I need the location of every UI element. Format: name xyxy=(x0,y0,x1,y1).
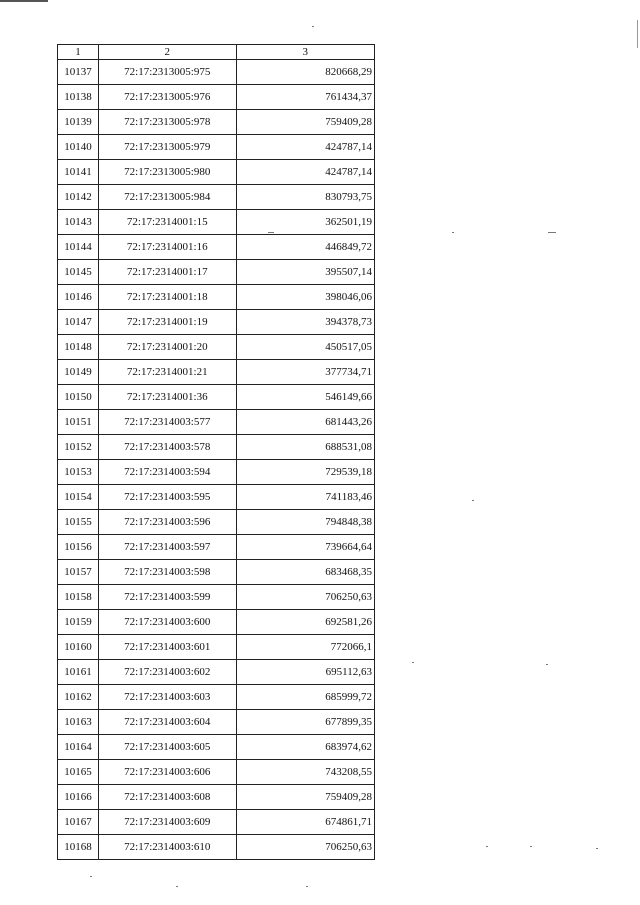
table-row xyxy=(58,435,375,460)
table-row xyxy=(58,810,375,835)
cadastral-number-cell: 72:17:2313005:980 xyxy=(98,160,236,185)
table-row xyxy=(58,410,375,435)
table-row xyxy=(58,185,375,210)
value-cell: 424787,14 xyxy=(236,135,374,160)
scan-speck xyxy=(486,846,488,847)
scan-speck xyxy=(176,886,178,887)
row-number-cell: 10154 xyxy=(58,485,99,510)
table-row xyxy=(58,460,375,485)
cadastral-number-cell: 72:17:2313005:976 xyxy=(98,85,236,110)
cadastral-number-cell: 72:17:2314003:604 xyxy=(98,710,236,735)
cadastral-number-cell: 72:17:2314001:36 xyxy=(98,385,236,410)
table-row xyxy=(58,510,375,535)
value-cell: 706250,63 xyxy=(236,585,374,610)
table-row xyxy=(58,710,375,735)
table-row xyxy=(58,835,375,860)
value-cell: 450517,05 xyxy=(236,335,374,360)
value-cell: 761434,37 xyxy=(236,85,374,110)
table-row xyxy=(58,60,375,85)
table-row xyxy=(58,560,375,585)
cadastral-number-cell: 72:17:2314003:609 xyxy=(98,810,236,835)
value-cell: 820668,29 xyxy=(236,60,374,85)
table-row xyxy=(58,635,375,660)
row-number-cell: 10168 xyxy=(58,835,99,860)
cadastral-number-cell: 72:17:2314003:595 xyxy=(98,485,236,510)
row-number-cell: 10161 xyxy=(58,660,99,685)
cadastral-number-cell: 72:17:2314001:20 xyxy=(98,335,236,360)
scan-speck xyxy=(546,664,548,665)
table-row xyxy=(58,535,375,560)
row-number-cell: 10139 xyxy=(58,110,99,135)
cadastral-number-cell: 72:17:2314003:596 xyxy=(98,510,236,535)
cadastral-number-cell: 72:17:2314001:18 xyxy=(98,285,236,310)
scan-speck xyxy=(90,876,92,877)
scan-speck xyxy=(596,848,598,849)
table-row xyxy=(58,285,375,310)
table-row xyxy=(58,310,375,335)
row-number-cell: 10140 xyxy=(58,135,99,160)
cadastral-number-cell: 72:17:2314003:603 xyxy=(98,685,236,710)
cadastral-number-cell: 72:17:2314003:602 xyxy=(98,660,236,685)
table-row xyxy=(58,85,375,110)
cadastral-number-cell: 72:17:2314003:605 xyxy=(98,735,236,760)
column-header-3: 3 xyxy=(236,45,374,60)
table-row xyxy=(58,610,375,635)
column-header-2: 2 xyxy=(98,45,236,60)
row-number-cell: 10167 xyxy=(58,810,99,835)
cadastral-number-cell: 72:17:2314003:598 xyxy=(98,560,236,585)
table-row xyxy=(58,385,375,410)
row-number-cell: 10163 xyxy=(58,710,99,735)
table-row xyxy=(58,210,375,235)
row-number-cell: 10149 xyxy=(58,360,99,385)
row-number-cell: 10147 xyxy=(58,310,99,335)
cadastral-number-cell: 72:17:2313005:978 xyxy=(98,110,236,135)
table-row xyxy=(58,260,375,285)
value-cell: 395507,14 xyxy=(236,260,374,285)
cadastral-number-cell: 72:17:2314003:594 xyxy=(98,460,236,485)
table-row xyxy=(58,785,375,810)
value-cell: 681443,26 xyxy=(236,410,374,435)
value-cell: 688531,08 xyxy=(236,435,374,460)
cadastral-number-cell: 72:17:2314001:16 xyxy=(98,235,236,260)
value-cell: 772066,1 xyxy=(236,635,374,660)
cadastral-number-cell: 72:17:2314003:610 xyxy=(98,835,236,860)
table-row xyxy=(58,760,375,785)
value-cell: 394378,73 xyxy=(236,310,374,335)
scan-speck xyxy=(530,846,532,847)
row-number-cell: 10158 xyxy=(58,585,99,610)
table-row xyxy=(58,160,375,185)
value-cell: 377734,71 xyxy=(236,360,374,385)
scan-speck xyxy=(548,232,556,233)
row-number-cell: 10145 xyxy=(58,260,99,285)
row-number-cell: 10143 xyxy=(58,210,99,235)
value-cell: 674861,71 xyxy=(236,810,374,835)
value-cell: 741183,46 xyxy=(236,485,374,510)
table-row xyxy=(58,135,375,160)
value-cell: 677899,35 xyxy=(236,710,374,735)
value-cell: 362501,19 xyxy=(236,210,374,235)
cadastral-number-cell: 72:17:2314003:578 xyxy=(98,435,236,460)
value-cell: 743208,55 xyxy=(236,760,374,785)
value-cell: 683974,62 xyxy=(236,735,374,760)
value-cell: 830793,75 xyxy=(236,185,374,210)
value-cell: 683468,35 xyxy=(236,560,374,585)
row-number-cell: 10159 xyxy=(58,610,99,635)
value-cell: 692581,26 xyxy=(236,610,374,635)
row-number-cell: 10152 xyxy=(58,435,99,460)
row-number-cell: 10164 xyxy=(58,735,99,760)
cadastral-number-cell: 72:17:2313005:979 xyxy=(98,135,236,160)
cadastral-number-cell: 72:17:2314003:606 xyxy=(98,760,236,785)
row-number-cell: 10146 xyxy=(58,285,99,310)
row-number-cell: 10138 xyxy=(58,85,99,110)
value-cell: 546149,66 xyxy=(236,385,374,410)
row-number-cell: 10141 xyxy=(58,160,99,185)
table-row xyxy=(58,110,375,135)
value-cell: 794848,38 xyxy=(236,510,374,535)
value-cell: 695112,63 xyxy=(236,660,374,685)
table-row xyxy=(58,335,375,360)
row-number-cell: 10155 xyxy=(58,510,99,535)
cadastral-number-cell: 72:17:2314003:599 xyxy=(98,585,236,610)
registry-table xyxy=(57,44,375,860)
cadastral-number-cell: 72:17:2314001:15 xyxy=(98,210,236,235)
row-number-cell: 10137 xyxy=(58,60,99,85)
table-row xyxy=(58,585,375,610)
row-number-cell: 10153 xyxy=(58,460,99,485)
table-row xyxy=(58,485,375,510)
row-number-cell: 10162 xyxy=(58,685,99,710)
row-number-cell: 10166 xyxy=(58,785,99,810)
value-cell: 759409,28 xyxy=(236,110,374,135)
scan-edge-mark xyxy=(0,0,48,2)
column-header-1: 1 xyxy=(58,45,99,60)
cadastral-number-cell: 72:17:2314003:608 xyxy=(98,785,236,810)
scan-speck xyxy=(412,662,414,663)
cadastral-number-cell: 72:17:2313005:975 xyxy=(98,60,236,85)
table-row xyxy=(58,660,375,685)
cadastral-number-cell: 72:17:2314001:17 xyxy=(98,260,236,285)
cadastral-number-cell: 72:17:2314001:21 xyxy=(98,360,236,385)
row-number-cell: 10157 xyxy=(58,560,99,585)
cadastral-number-cell: 72:17:2314001:19 xyxy=(98,310,236,335)
row-number-cell: 10142 xyxy=(58,185,99,210)
value-cell: 706250,63 xyxy=(236,835,374,860)
value-cell: 729539,18 xyxy=(236,460,374,485)
value-cell: 424787,14 xyxy=(236,160,374,185)
cadastral-number-cell: 72:17:2313005:984 xyxy=(98,185,236,210)
row-number-cell: 10160 xyxy=(58,635,99,660)
table-row xyxy=(58,235,375,260)
scan-edge-line xyxy=(637,20,638,48)
scan-speck xyxy=(452,232,454,233)
row-number-cell: 10150 xyxy=(58,385,99,410)
cadastral-number-cell: 72:17:2314003:600 xyxy=(98,610,236,635)
cadastral-number-cell: 72:17:2314003:601 xyxy=(98,635,236,660)
table-header-row xyxy=(58,45,375,60)
value-cell: 739664,64 xyxy=(236,535,374,560)
row-number-cell: 10148 xyxy=(58,335,99,360)
table-row xyxy=(58,360,375,385)
row-number-cell: 10144 xyxy=(58,235,99,260)
row-number-cell: 10151 xyxy=(58,410,99,435)
scan-speck xyxy=(472,500,474,501)
value-cell: 685999,72 xyxy=(236,685,374,710)
table-row xyxy=(58,685,375,710)
value-cell: 398046,06 xyxy=(236,285,374,310)
row-number-cell: 10156 xyxy=(58,535,99,560)
row-number-cell: 10165 xyxy=(58,760,99,785)
table-body xyxy=(58,60,375,860)
table-row xyxy=(58,735,375,760)
cadastral-number-cell: 72:17:2314003:577 xyxy=(98,410,236,435)
value-cell: 759409,28 xyxy=(236,785,374,810)
scan-speck xyxy=(306,886,308,887)
value-cell: 446849,72 xyxy=(236,235,374,260)
scan-speck xyxy=(312,26,314,27)
cadastral-number-cell: 72:17:2314003:597 xyxy=(98,535,236,560)
